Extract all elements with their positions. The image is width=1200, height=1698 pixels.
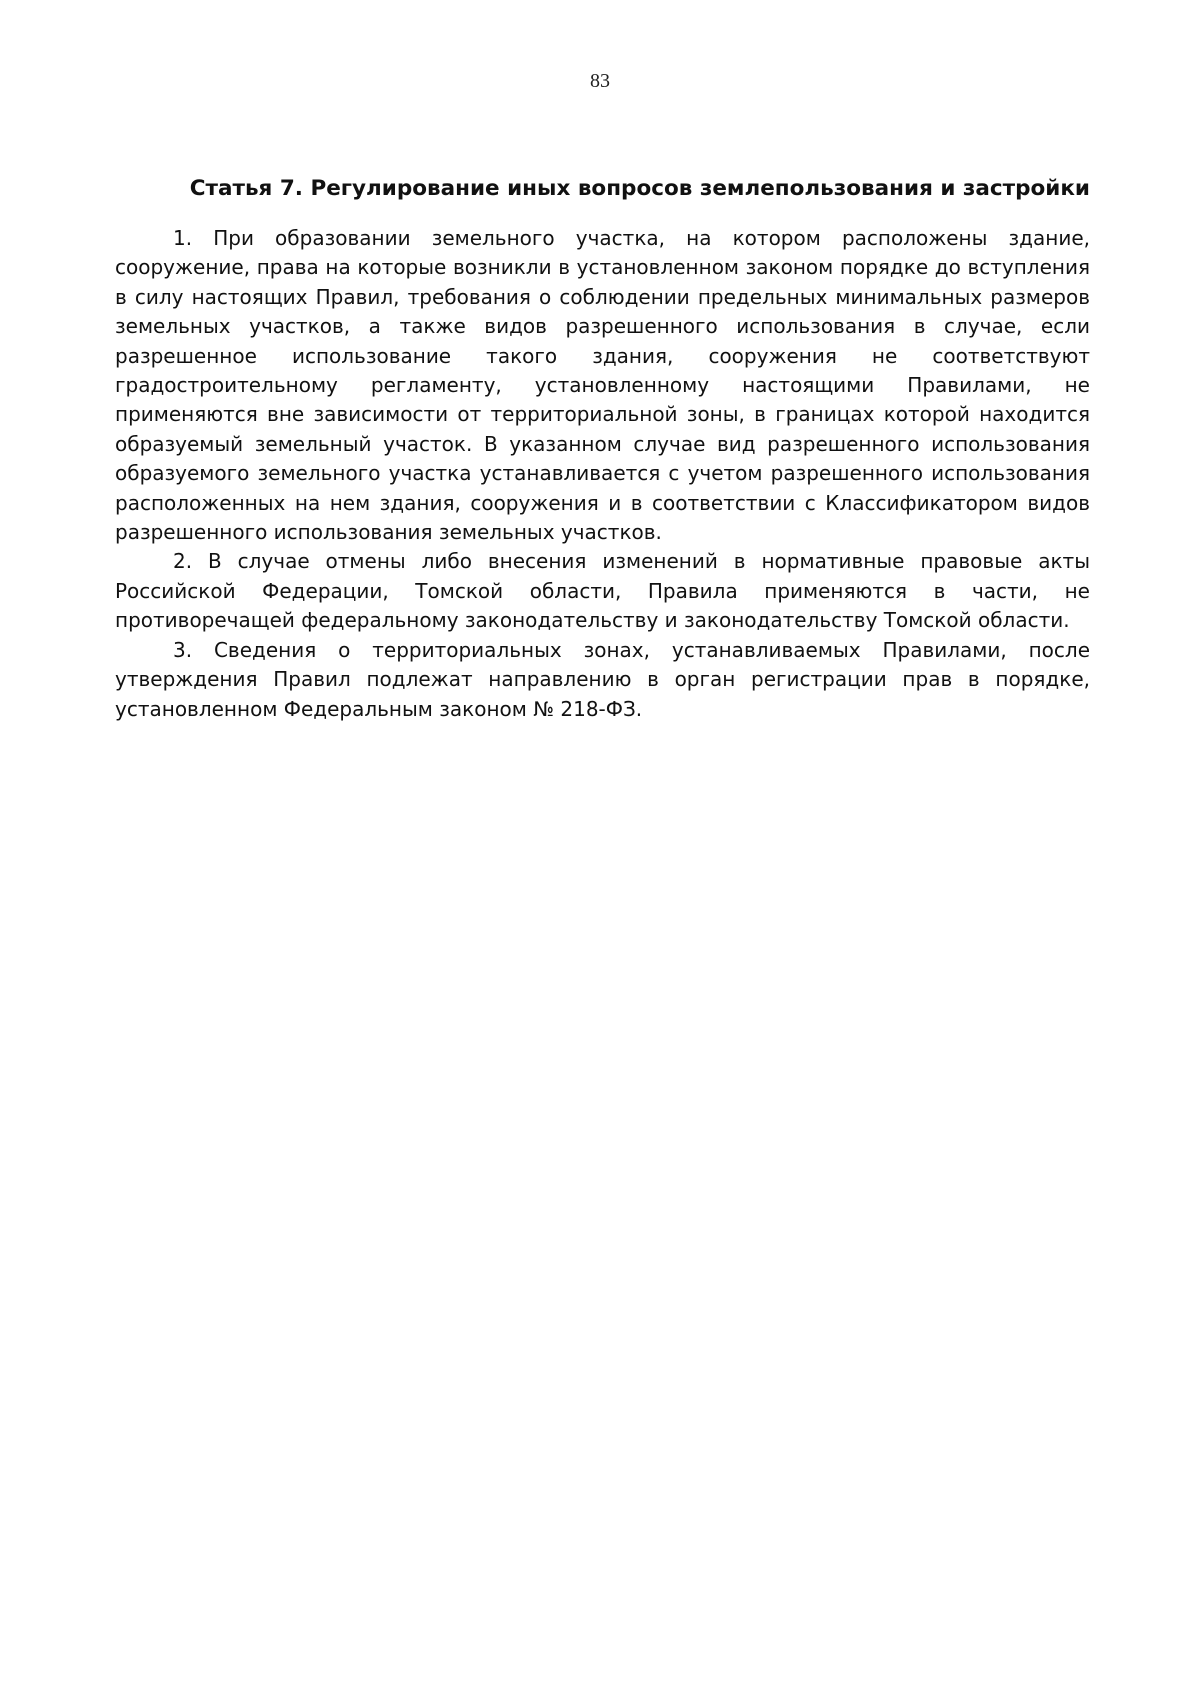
article-paragraph-1: 1. При образовании земельного участка, на котором расположены здание, сооружение, права на которые возникли в установленном законом порядке до вступления в силу настоящих Правил, требования о соблюдении предельных минимальных размеров земельных участков, а также видов разрешенного использования в случае, если разрешенное использование такого здания, сооружения не соответствуют градостроительному регламенту, установленному настоящими Правилами, не применяются вне зависимости от территориальной зоны, в границах которой находится образуемый земельный участок. В указанном случае вид разрешенного использования образуемого земельного участка устанавливается с учетом разрешенного использования расположенных на нем здания, сооружения и в соответствии с Классификатором видов разрешенного использования земельных участков. (115, 226, 1090, 545)
page-number: 83 (590, 70, 610, 92)
article-paragraph-3: 3. Сведения о территориальных зонах, устанавливаемых Правилами, после утверждения Правил подлежат направлению в орган регистрации прав в порядке, установленном Федеральным законом № 218-ФЗ. (115, 637, 1090, 721)
article-body (115, 172, 1090, 724)
article-title: Статья 7. Регулирование иных вопросов землепользования и застройки (189, 176, 1090, 201)
article-paragraph-2: 2. В случае отмены либо внесения изменений в нормативные правовые акты Российской Федерации, Томской области, Правила применяются в части, не противоречащей федеральному законодательству и законодательству Томской области. (115, 549, 1090, 633)
